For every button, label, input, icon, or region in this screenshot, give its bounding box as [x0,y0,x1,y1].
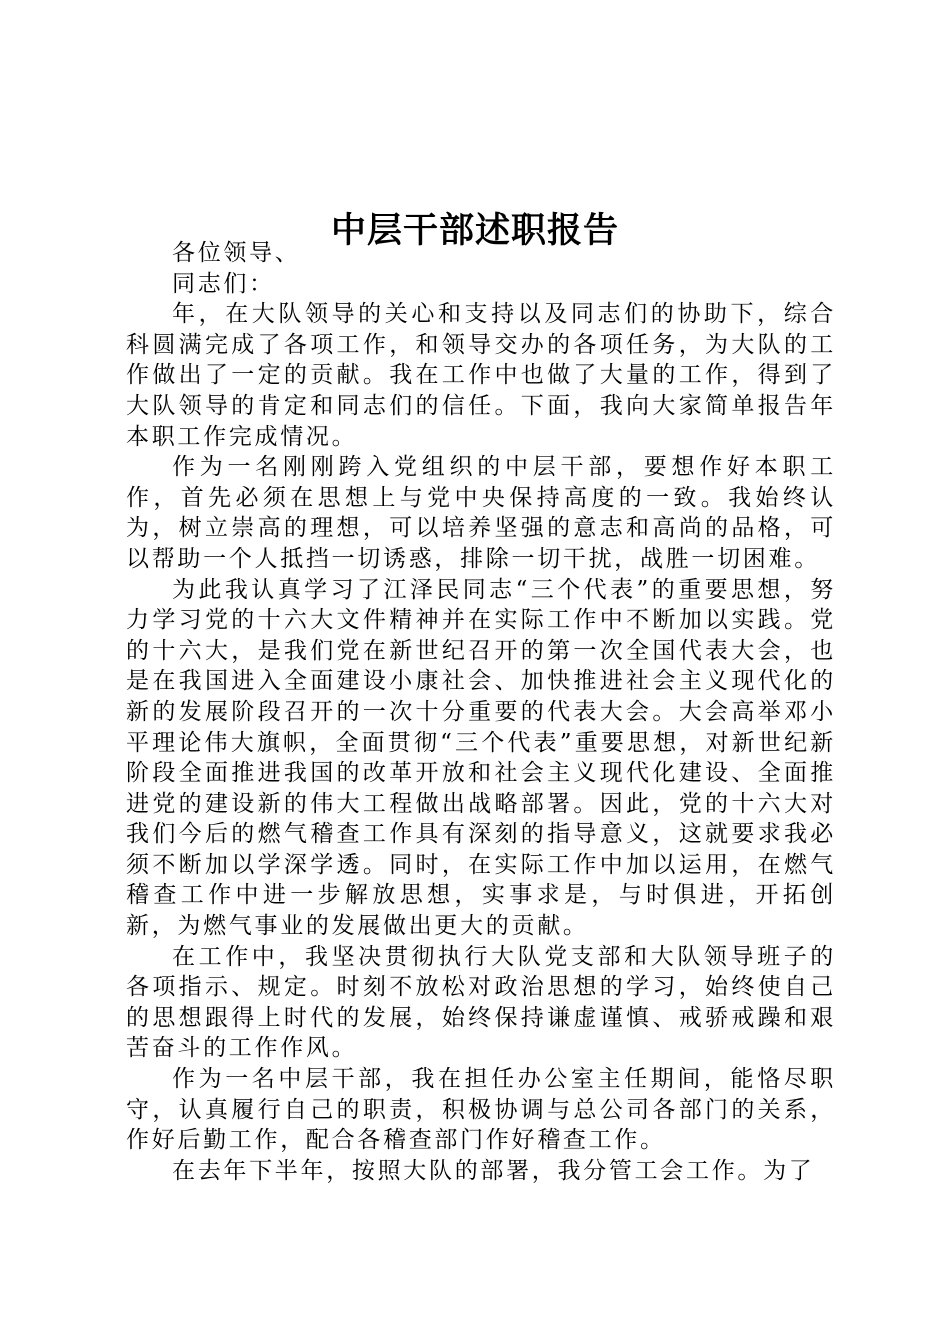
paragraph-intro: 年，在大队领导的关心和支持以及同志们的协助下，综合科圆满完成了各项工作，和领导交办的各项任务，为大队的工作做出了一定的贡献。我在工作中也做了大量的工作，得到了大队领导的肯定和同志们的信任。下面，我向大家简单报告年本职工作完成情况。 [126,301,836,450]
paragraph-office-director: 作为一名中层干部，我在担任办公室主任期间，能恪尽职守，认真履行自己的职责，积极协调与总公司各部门的关系，作好后勤工作，配合各稽查部门作好稽查工作。 [126,1066,836,1154]
document-body [126,238,836,1186]
salutation-line-1: 各位领导、 [172,240,301,266]
paragraph-work-style: 在工作中，我坚决贯彻执行大队党支部和大队领导班子的各项指示、规定。时刻不放松对政治思想的学习，始终使自己的思想跟得上时代的发展，始终保持谦虚谨慎、戒骄戒躁和艰苦奋斗的工作作风。 [126,943,836,1062]
paragraph-ideology: 作为一名刚刚跨入党组织的中层干部，要想作好本职工作，首先必须在思想上与党中央保持高度的一致。我始终认为，树立崇高的理想，可以培养坚强的意志和高尚的品格，可以帮助一个人抵挡一切诱惑，排除一切干扰，战胜一切困难。 [126,454,836,572]
paragraph-study: 为此我认真学习了江泽民同志“三个代表”的重要思想，努力学习党的十六大文件精神并在实际工作中不断加以实践。党的十六大，是我们党在新世纪召开的第一次全国代表大会，也是在我国进入全面建设小康社会、加快推进社会主义现代化的新的发展阶段召开的一次十分重要的代表大会。大会高举邓小平理论伟大旗帜，全面贯彻“三个代表”重要思想，对新世纪新阶段全面推进我国的改革开放和社会主义现代化建设、全面推进党的建设新的伟大工程做出战略部署。因此，党的十六大对我们今后的燃气稽查工作具有深刻的指导意义，这就要求我必须不断加以学深学透。同时，在实际工作中加以运用，在燃气稽查工作中进一步解放思想，实事求是，与时俱进，开拓创新，为燃气事业的发展做出更大的贡献。 [126,576,836,940]
paragraph-union-work: 在去年下半年，按照大队的部署，我分管工会工作。为了 [172,1157,815,1184]
document-title: 中层干部述职报告 [330,211,619,252]
salutation-line-2: 同志们： [172,270,275,297]
